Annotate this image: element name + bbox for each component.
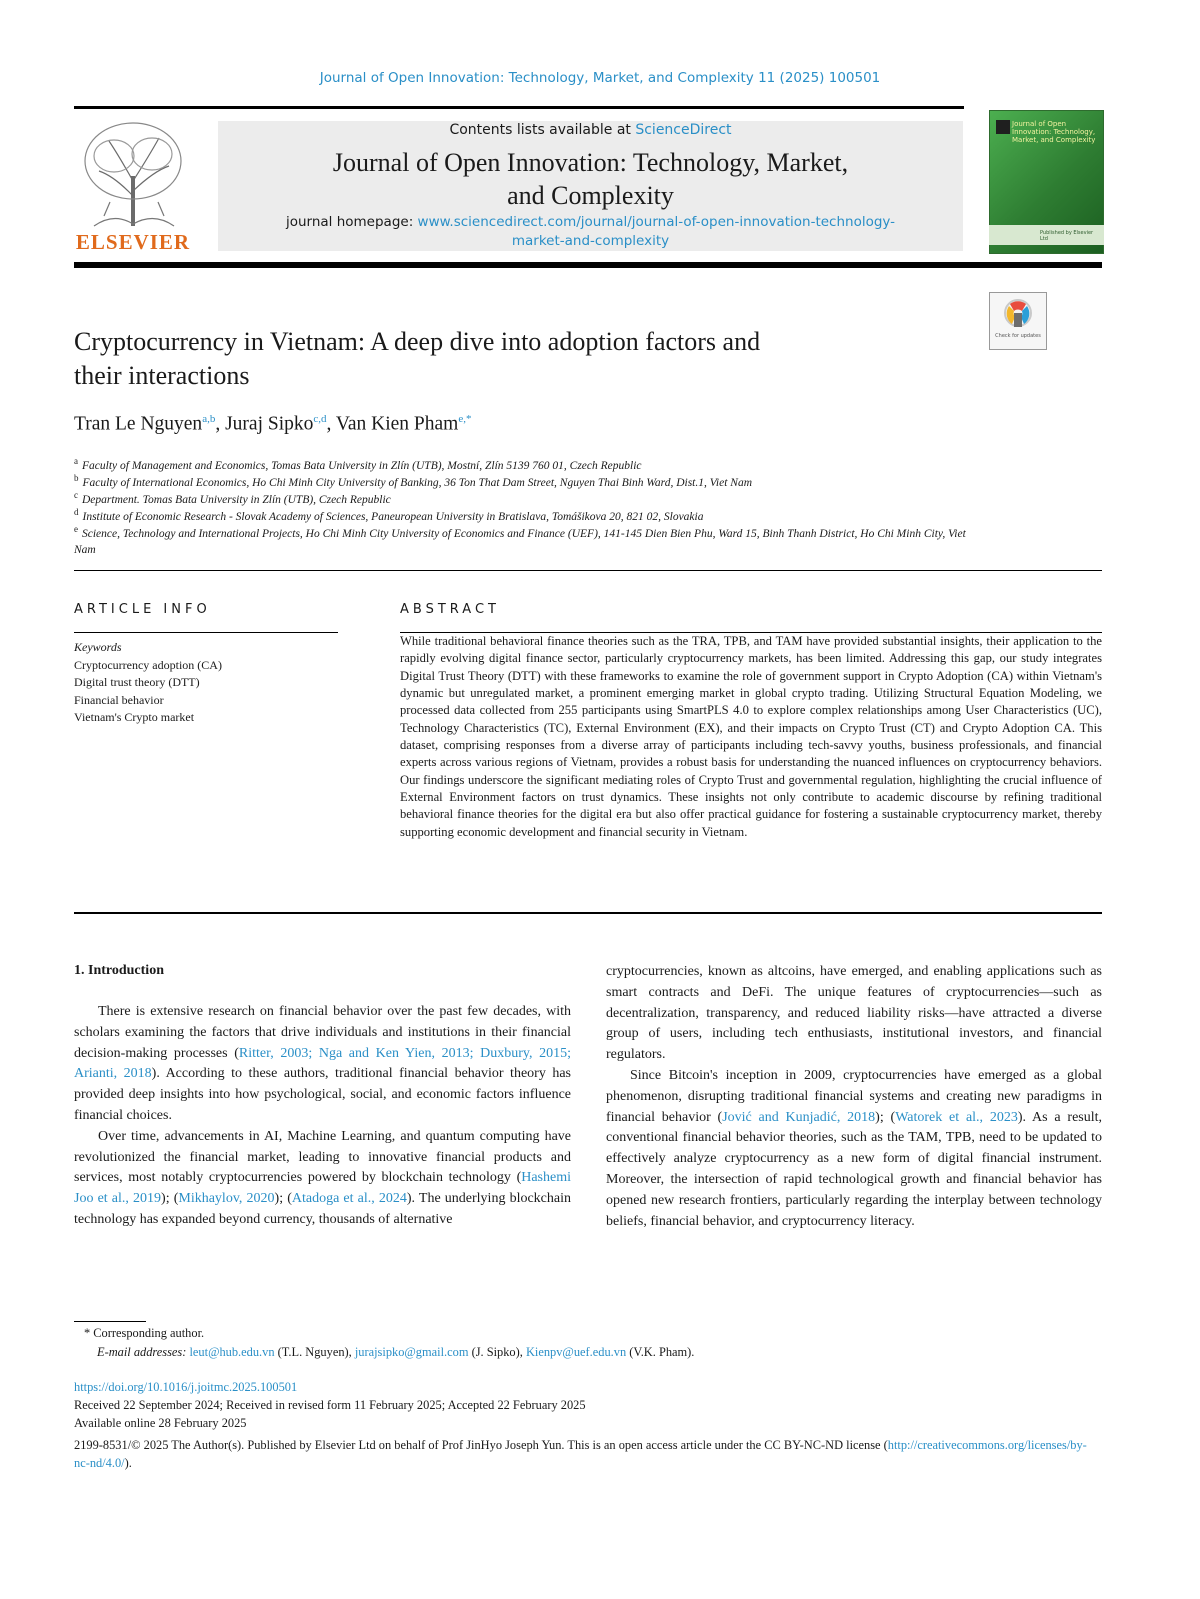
text-run: ); (	[274, 1191, 292, 1207]
author-marks[interactable]: c,d	[313, 413, 327, 425]
citation-link[interactable]: Jović and Kunjadić, 2018	[722, 1109, 876, 1125]
homepage-link-cont[interactable]: market-and-complexity	[511, 233, 670, 249]
citation-link[interactable]: Nga and Ken Yien, 2013;	[318, 1045, 474, 1061]
article-info-rule	[74, 632, 338, 633]
abstract-bottom-rule	[74, 912, 1102, 914]
article-title-line2: their interactions	[74, 361, 250, 390]
text-run: Over time, advancements in AI, Machine Learning, and quantum computing have revolutionized the financial market, leading to innovative financial products and services, most notably cryptocurrencies powered by blockchain technology (	[74, 1128, 571, 1186]
title-block-rule	[74, 570, 1102, 571]
homepage-link[interactable]: www.sciencedirect.com/journal/journal-of-open-innovation-technology-	[417, 214, 896, 230]
running-head: Journal of Open Innovation: Technology, Market, and Complexity 11 (2025) 100501	[319, 70, 881, 86]
citation-link[interactable]: Ritter, 2003;	[238, 1045, 313, 1061]
crossmark-label: Check for updates	[995, 333, 1041, 339]
sciencedirect-link[interactable]: ScienceDirect	[635, 122, 732, 138]
paragraph	[74, 1002, 571, 1127]
keywords-label: Keywords	[74, 640, 122, 654]
text-run: Since Bitcoin's inception in 2009, cryptocurrencies have emerged as a global phenomenon, disrupting traditional financial systems and creating new paradigms in financial behavior (	[606, 1067, 1102, 1125]
author-name[interactable]: Van Kien Pham	[335, 413, 459, 435]
email-link[interactable]: Kienpv@uef.edu.vn	[525, 1345, 627, 1359]
text-run: There is extensive research on financial behavior over the past few decades, with scholars examining the factors that drive individuals and institutions in their financial decision-making processes (	[74, 1004, 571, 1061]
text-run: ); (	[161, 1191, 179, 1207]
corresponding-author-note: * Corresponding author.	[84, 1326, 205, 1340]
keyword-item: Cryptocurrency adoption (CA)	[74, 658, 222, 672]
paragraph	[606, 1066, 1102, 1232]
body-column-left	[74, 1002, 571, 1231]
text-run: ); (	[875, 1109, 896, 1125]
affiliation-mark: c	[74, 490, 78, 500]
section-heading-introduction: 1. Introduction	[74, 963, 164, 978]
email-owner: (J. Sipko),	[468, 1345, 526, 1359]
email-owner: (T.L. Nguyen),	[274, 1345, 355, 1359]
cover-band-text: Published by Elsevier Ltd	[1040, 230, 1094, 242]
author-marks[interactable]: a,b	[202, 413, 216, 425]
keywords-list	[74, 657, 222, 726]
author-name[interactable]: Tran Le Nguyen	[74, 413, 203, 435]
text-run: ). According to these authors, traditional financial behavior theory has provided deep insights into how psychological, social, and economic factors influence financial choices.	[74, 1066, 571, 1123]
paragraph: cryptocurrencies, known as altcoins, have emerged, and enabling applications such as smart contracts and DeFi. The unique features of cryptocurrencies—such as decentralization, transparency, and reduced liability risks—have attracted a diverse group of users, including tech enthusiasts, institutional investors, and financial regulators.	[606, 964, 1102, 1063]
journal-homepage	[248, 213, 933, 251]
journal-title-line1: Journal of Open Innovation: Technology, Market,	[332, 148, 849, 177]
affiliation-mark: a	[74, 456, 78, 466]
article-title	[74, 325, 894, 393]
author-sep: ,	[326, 413, 336, 435]
license-link[interactable]: http://creativecommons.org/licenses/by-nc-nd/4.0/	[74, 1438, 1087, 1470]
check-for-updates-icon[interactable]	[989, 292, 1047, 350]
citation-link[interactable]: Watorek et al., 2023	[895, 1109, 1018, 1125]
keyword-item: Vietnam's Crypto market	[74, 709, 195, 724]
doi-link[interactable]: https://doi.org/10.1016/j.joitmc.2025.100501	[74, 1380, 298, 1394]
received-dates: Received 22 September 2024; Received in revised form 11 February 2025; Accepted 22 February 2025	[74, 1398, 586, 1412]
text-run: ). The underlying blockchain technology has expanded beyond currency, thousands of alternative	[74, 1191, 571, 1227]
author-list	[74, 413, 471, 436]
journal-title	[218, 146, 963, 212]
elsevier-wordmark: ELSEVIER	[75, 230, 191, 254]
text-run: ). As a result, conventional financial behavior theories, such as the TAM, TPB, need to be updated to effectively analyze cryptocurrency as a new form of digital financial instrument. Moreover, the intersection of rapid technological growth and financial behavior has opened new research frontiers, particularly regarding the interplay between technology beliefs, financial behavior, and cryptocurrency literacy.	[606, 1109, 1103, 1229]
keyword-item: Digital trust theory (DTT)	[74, 675, 200, 690]
affiliation	[74, 521, 974, 558]
author-sep: ,	[215, 413, 226, 435]
homepage-prefix: journal homepage:	[285, 214, 418, 230]
license-statement	[74, 1436, 1102, 1472]
abstract-heading: ABSTRACT	[400, 602, 500, 617]
masthead-bottom-rule	[74, 262, 1102, 268]
body-column-right	[606, 962, 1102, 1232]
journal-title-line2: and Complexity	[507, 181, 674, 210]
email-link[interactable]: jurajsipko@gmail.com	[354, 1345, 469, 1359]
contents-line	[218, 122, 963, 138]
affiliation-text: Institute of Economic Research - Slovak Academy of Sciences, Paneuropean University in Bratislava, Tomášikova 20, 821 02, Slovakia	[82, 510, 704, 523]
affiliation-text: Faculty of International Economics, Ho Chi Minh City University of Banking, 36 Ton That Dam Street, Nguyen Thai Binh Ward, Dist.1, Viet Nam	[82, 476, 753, 489]
affiliation-text: Science, Technology and International Projects, Ho Chi Minh City University of Economics and Finance (UEF), 141-145 Dien Bien Phu, Ward 15, Binh Thanh District, Ho Chi Minh City, Viet Nam	[74, 527, 966, 556]
article-title-line1: Cryptocurrency in Vietnam: A deep dive into adoption factors and	[74, 327, 761, 356]
affiliation-text: Faculty of Management and Economics, Tomas Bata University in Zlín (UTB), Mostní, Zlín 5139 760 01, Czech Republic	[82, 459, 642, 472]
email-label: E-mail addresses:	[97, 1345, 187, 1359]
affiliation-mark: b	[74, 473, 79, 483]
paragraph	[74, 1127, 571, 1231]
affiliation-mark: e	[74, 524, 78, 534]
available-online-date: Available online 28 February 2025	[74, 1416, 247, 1430]
citation-link[interactable]: Hashemi Joo et al., 2019	[74, 1170, 571, 1207]
footnote-rule	[74, 1321, 146, 1322]
email-addresses	[97, 1345, 694, 1360]
citation-link[interactable]: Mikhaylov, 2020	[178, 1191, 275, 1207]
affiliation-mark: d	[74, 507, 79, 517]
cover-badge-icon	[996, 120, 1010, 134]
license-text-end: ).	[124, 1456, 132, 1470]
contents-prefix: Contents lists available at	[449, 122, 636, 138]
cover-title: Journal of Open Innovation: Technology, Market, and Complexity	[1012, 120, 1096, 144]
affiliation-text: Department. Tomas Bata University in Zlín (UTB), Czech Republic	[82, 493, 391, 506]
email-owner: (V.K. Pham).	[626, 1345, 695, 1359]
email-link[interactable]: leut@hub.edu.vn	[189, 1345, 275, 1359]
citation-link[interactable]: Arianti, 2018	[74, 1066, 152, 1082]
masthead-top-rule	[74, 106, 964, 109]
citation-link[interactable]: Duxbury, 2015;	[480, 1045, 571, 1061]
author-marks[interactable]: e,*	[458, 413, 472, 425]
license-text: 2199-8531/© 2025 The Author(s). Published by Elsevier Ltd on behalf of Prof JinHyo Joseph Yun. This is an open access article under the CC BY-NC-ND license (	[74, 1438, 888, 1452]
abstract-body: While traditional behavioral finance theories such as the TRA, TPB, and TAM have provided substantial insights, their application to the rapidly evolving digital finance sector, particularly cryptocurrency markets, has been limited. Addressing this gap, our study integrates Digital Trust Theory (DTT) with these frameworks to examine the role of government support in Crypto Adoption (CA) within Vietnam's dynamic but unregulated market, a prominent emerging market in global crypto trading. Utilizing Structural Equation Modeling, we processed data collected from 255 participants using SmartPLS 4.0 to explore complex relationships among User Characteristics (UC), Technology Characteristics (TC), External Environment (EX), and their impacts on Crypto Trust (CT) and Crypto Adoption CA. This dataset, comprising responses from a diverse array of participants including tech-savvy youths, business professionals, and financial experts across various regions of Vietnam, provides a robust basis for understanding the nuanced influences on cryptocurrency behaviors. Our findings underscore the significant mediating roles of Crypto Trust and governmental regulation, highlighting the crucial influence of External Environment factors on trust dynamics. These insights not only contribute to academic discourse by refining traditional behavioral finance theories for the digital era but also offer practical guidance for fostering a sustainable cryptocurrency market, thereby supporting economic development and financial security in Vietnam.	[400, 634, 1102, 839]
author-name[interactable]: Juraj Sipko	[225, 413, 314, 435]
citation-link[interactable]: Atadoga et al., 2024	[291, 1191, 407, 1207]
keyword-item: Financial behavior	[74, 692, 164, 707]
article-info-heading: ARTICLE INFO	[74, 602, 211, 617]
